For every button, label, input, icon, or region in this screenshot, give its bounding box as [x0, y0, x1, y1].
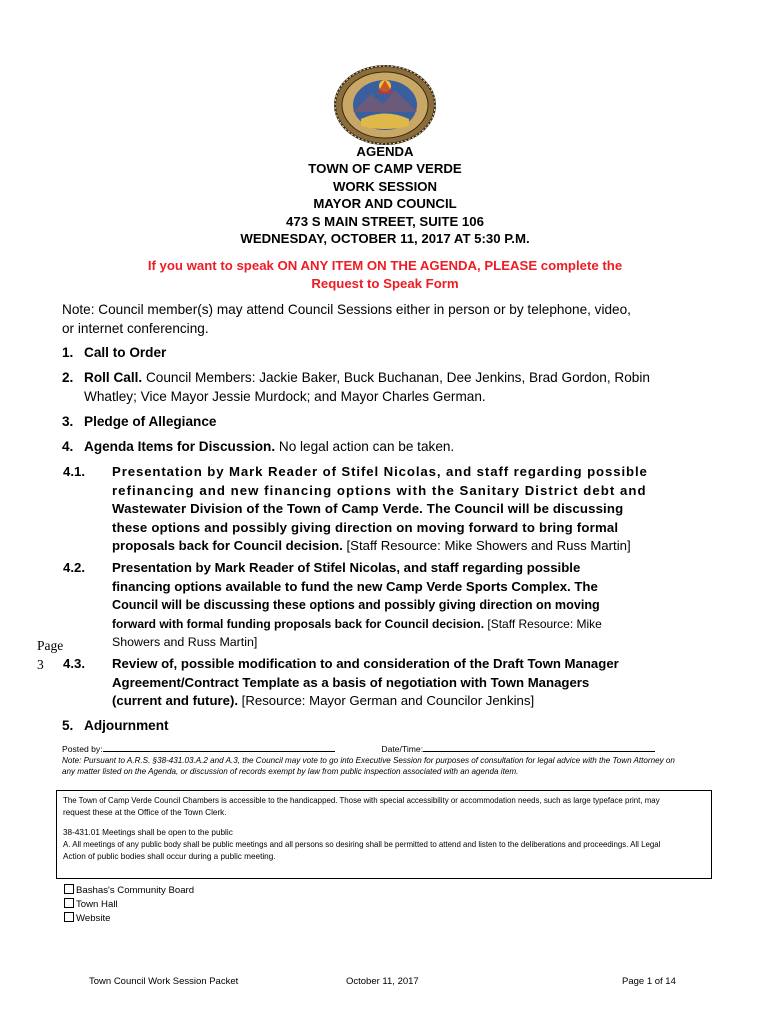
agenda-item-4 — [62, 437, 712, 456]
footer-page-number: Page 1 of 14 — [622, 976, 676, 987]
item-number: 4. — [62, 439, 74, 454]
agenda-subitem-4-1 — [63, 463, 708, 557]
posted-by-line — [103, 742, 335, 752]
posting-location-item — [64, 912, 194, 926]
town-seal-logo — [331, 64, 439, 146]
subitem-line: Agreement/Contract Template as a basis of negotiation with Town Managers — [112, 674, 590, 690]
item-title: Call to Order — [84, 345, 167, 360]
subitem-line: forward with formal funding proposals back for Council decision. — [112, 616, 485, 631]
subitem-resource: Showers and Russ Martin] — [112, 635, 258, 650]
item-text: No legal action can be taken. — [275, 439, 455, 454]
agenda-item-3 — [62, 412, 712, 431]
agenda-item-5 — [62, 716, 712, 735]
header-line: WEDNESDAY, OCTOBER 11, 2017 AT 5:30 P.M. — [240, 231, 530, 247]
note-line: or internet conferencing. — [62, 321, 209, 336]
subitem-line: these options and possibly giving direction on moving forward to bring formal — [112, 519, 619, 535]
open-meetings-text: A. All meetings of any public body shall be public meetings and all persons so desiring shall be permitted to attend and listen to the deliberations and proceedings. All Legal — [63, 840, 661, 849]
item-title: Roll Call. — [84, 370, 143, 385]
subitem-number: 4.3. — [63, 656, 85, 671]
posting-location-label: Town Hall — [76, 899, 118, 910]
posting-locations — [64, 884, 194, 926]
subitem-line: Presentation by Mark Reader of Stifel Nicolas, and staff regarding possible — [112, 464, 648, 479]
accessibility-box — [56, 790, 712, 879]
executive-session-note: Note: Pursuant to A.R.S. §38-431.03.A.2 and A.3, the Council may vote to go into Executive Session for purposes of consultation for legal advice with the Town Attorney on — [62, 756, 675, 765]
agenda-header — [0, 143, 770, 247]
agenda-item-2 — [62, 368, 712, 406]
page-number: 3 — [37, 657, 44, 672]
accessibility-text: request these at the Office of the Town Clerk. — [63, 808, 227, 817]
header-line: WORK SESSION — [332, 178, 438, 194]
posted-by-label: Posted by: — [62, 744, 103, 754]
open-meetings-text: Action of public bodies shall occur during a public meeting. — [63, 852, 276, 861]
posting-location-label: Bashas's Community Board — [76, 885, 195, 896]
footer-left: Town Council Work Session Packet — [89, 976, 239, 987]
executive-session-note: any matter listed on the Agenda, or discussion of records exempt by law from public inspection associated with an agenda item. — [62, 767, 519, 776]
item-text: Whatley; Vice Mayor Jessie Murdock; and Mayor Charles German. — [84, 389, 486, 404]
subitem-line: (current and future). — [112, 693, 239, 709]
agenda-subitem-4-2 — [63, 559, 708, 653]
header-line: MAYOR AND COUNCIL — [313, 196, 457, 212]
posting-location-label: Website — [76, 913, 111, 924]
item-title: Agenda Items for Discussion. — [84, 439, 276, 454]
note-line: Note: Council member(s) may attend Council Sessions either in person or by telephone, video, — [62, 302, 631, 317]
subitem-line: Review of, possible modification to and consideration of the Draft Town Manager — [112, 656, 619, 671]
speak-notice-line: If you want to speak ON ANY ITEM ON THE AGENDA, PLEASE complete the — [147, 258, 623, 273]
page-word: Page — [37, 638, 64, 653]
checkbox-icon[interactable] — [64, 884, 74, 894]
datetime-label: Date/Time: — [381, 744, 424, 754]
speak-notice — [0, 257, 770, 292]
subitem-number: 4.2. — [63, 560, 85, 575]
conferencing-note — [62, 300, 712, 338]
subitem-resource: [Resource: Mayor German and Councilor Jenkins] — [238, 693, 535, 709]
speak-notice-line: Request to Speak Form — [311, 275, 459, 291]
datetime-line — [423, 742, 655, 752]
header-line: TOWN OF CAMP VERDE — [308, 161, 462, 177]
accessibility-text: The Town of Camp Verde Council Chambers is accessible to the handicapped. Those with special accessibility or accommodation needs, such as large typeface print, may — [63, 796, 660, 805]
item-title: Adjournment — [84, 718, 169, 733]
header-line: AGENDA — [356, 144, 414, 159]
open-meetings-text: 38-431.01 Meetings shall be open to the public — [63, 828, 233, 837]
item-number: 5. — [62, 718, 74, 733]
subitem-line: financing options available to fund the new Camp Verde Sports Complex. The — [112, 578, 598, 594]
subitem-resource: [Staff Resource: Mike — [484, 616, 602, 631]
subitem-line: Wastewater Division of the Town of Camp Verde. The Council will be discussing — [112, 501, 624, 517]
checkbox-icon[interactable] — [64, 912, 74, 922]
footer-center: October 11, 2017 — [346, 976, 419, 987]
posting-info — [62, 742, 712, 777]
item-text: Council Members: Jackie Baker, Buck Buchanan, Dee Jenkins, Brad Gordon, Robin — [142, 370, 650, 385]
item-number: 2. — [62, 370, 74, 385]
item-title: Pledge of Allegiance — [84, 414, 217, 429]
subitem-line: proposals back for Council decision. — [112, 538, 343, 554]
item-number: 3. — [62, 414, 74, 429]
header-line: 473 S MAIN STREET, SUITE 106 — [286, 213, 484, 229]
page-margin-label — [37, 636, 63, 674]
subitem-number: 4.1. — [63, 464, 85, 479]
agenda-subitem-4-3 — [63, 655, 708, 713]
subitem-line: refinancing and new financing options with the Sanitary District debt and — [112, 482, 647, 498]
agenda-item-1 — [62, 343, 712, 362]
subitem-line: Presentation by Mark Reader of Stifel Nicolas, and staff regarding possible — [112, 560, 581, 575]
subitem-resource: [Staff Resource: Mike Showers and Russ Martin] — [342, 538, 631, 554]
checkbox-icon[interactable] — [64, 898, 74, 908]
subitem-line: Council will be discussing these options and possibly giving direction on moving — [112, 598, 600, 613]
item-number: 1. — [62, 345, 74, 360]
posting-location-item — [64, 898, 194, 912]
posting-location-item — [64, 884, 194, 898]
